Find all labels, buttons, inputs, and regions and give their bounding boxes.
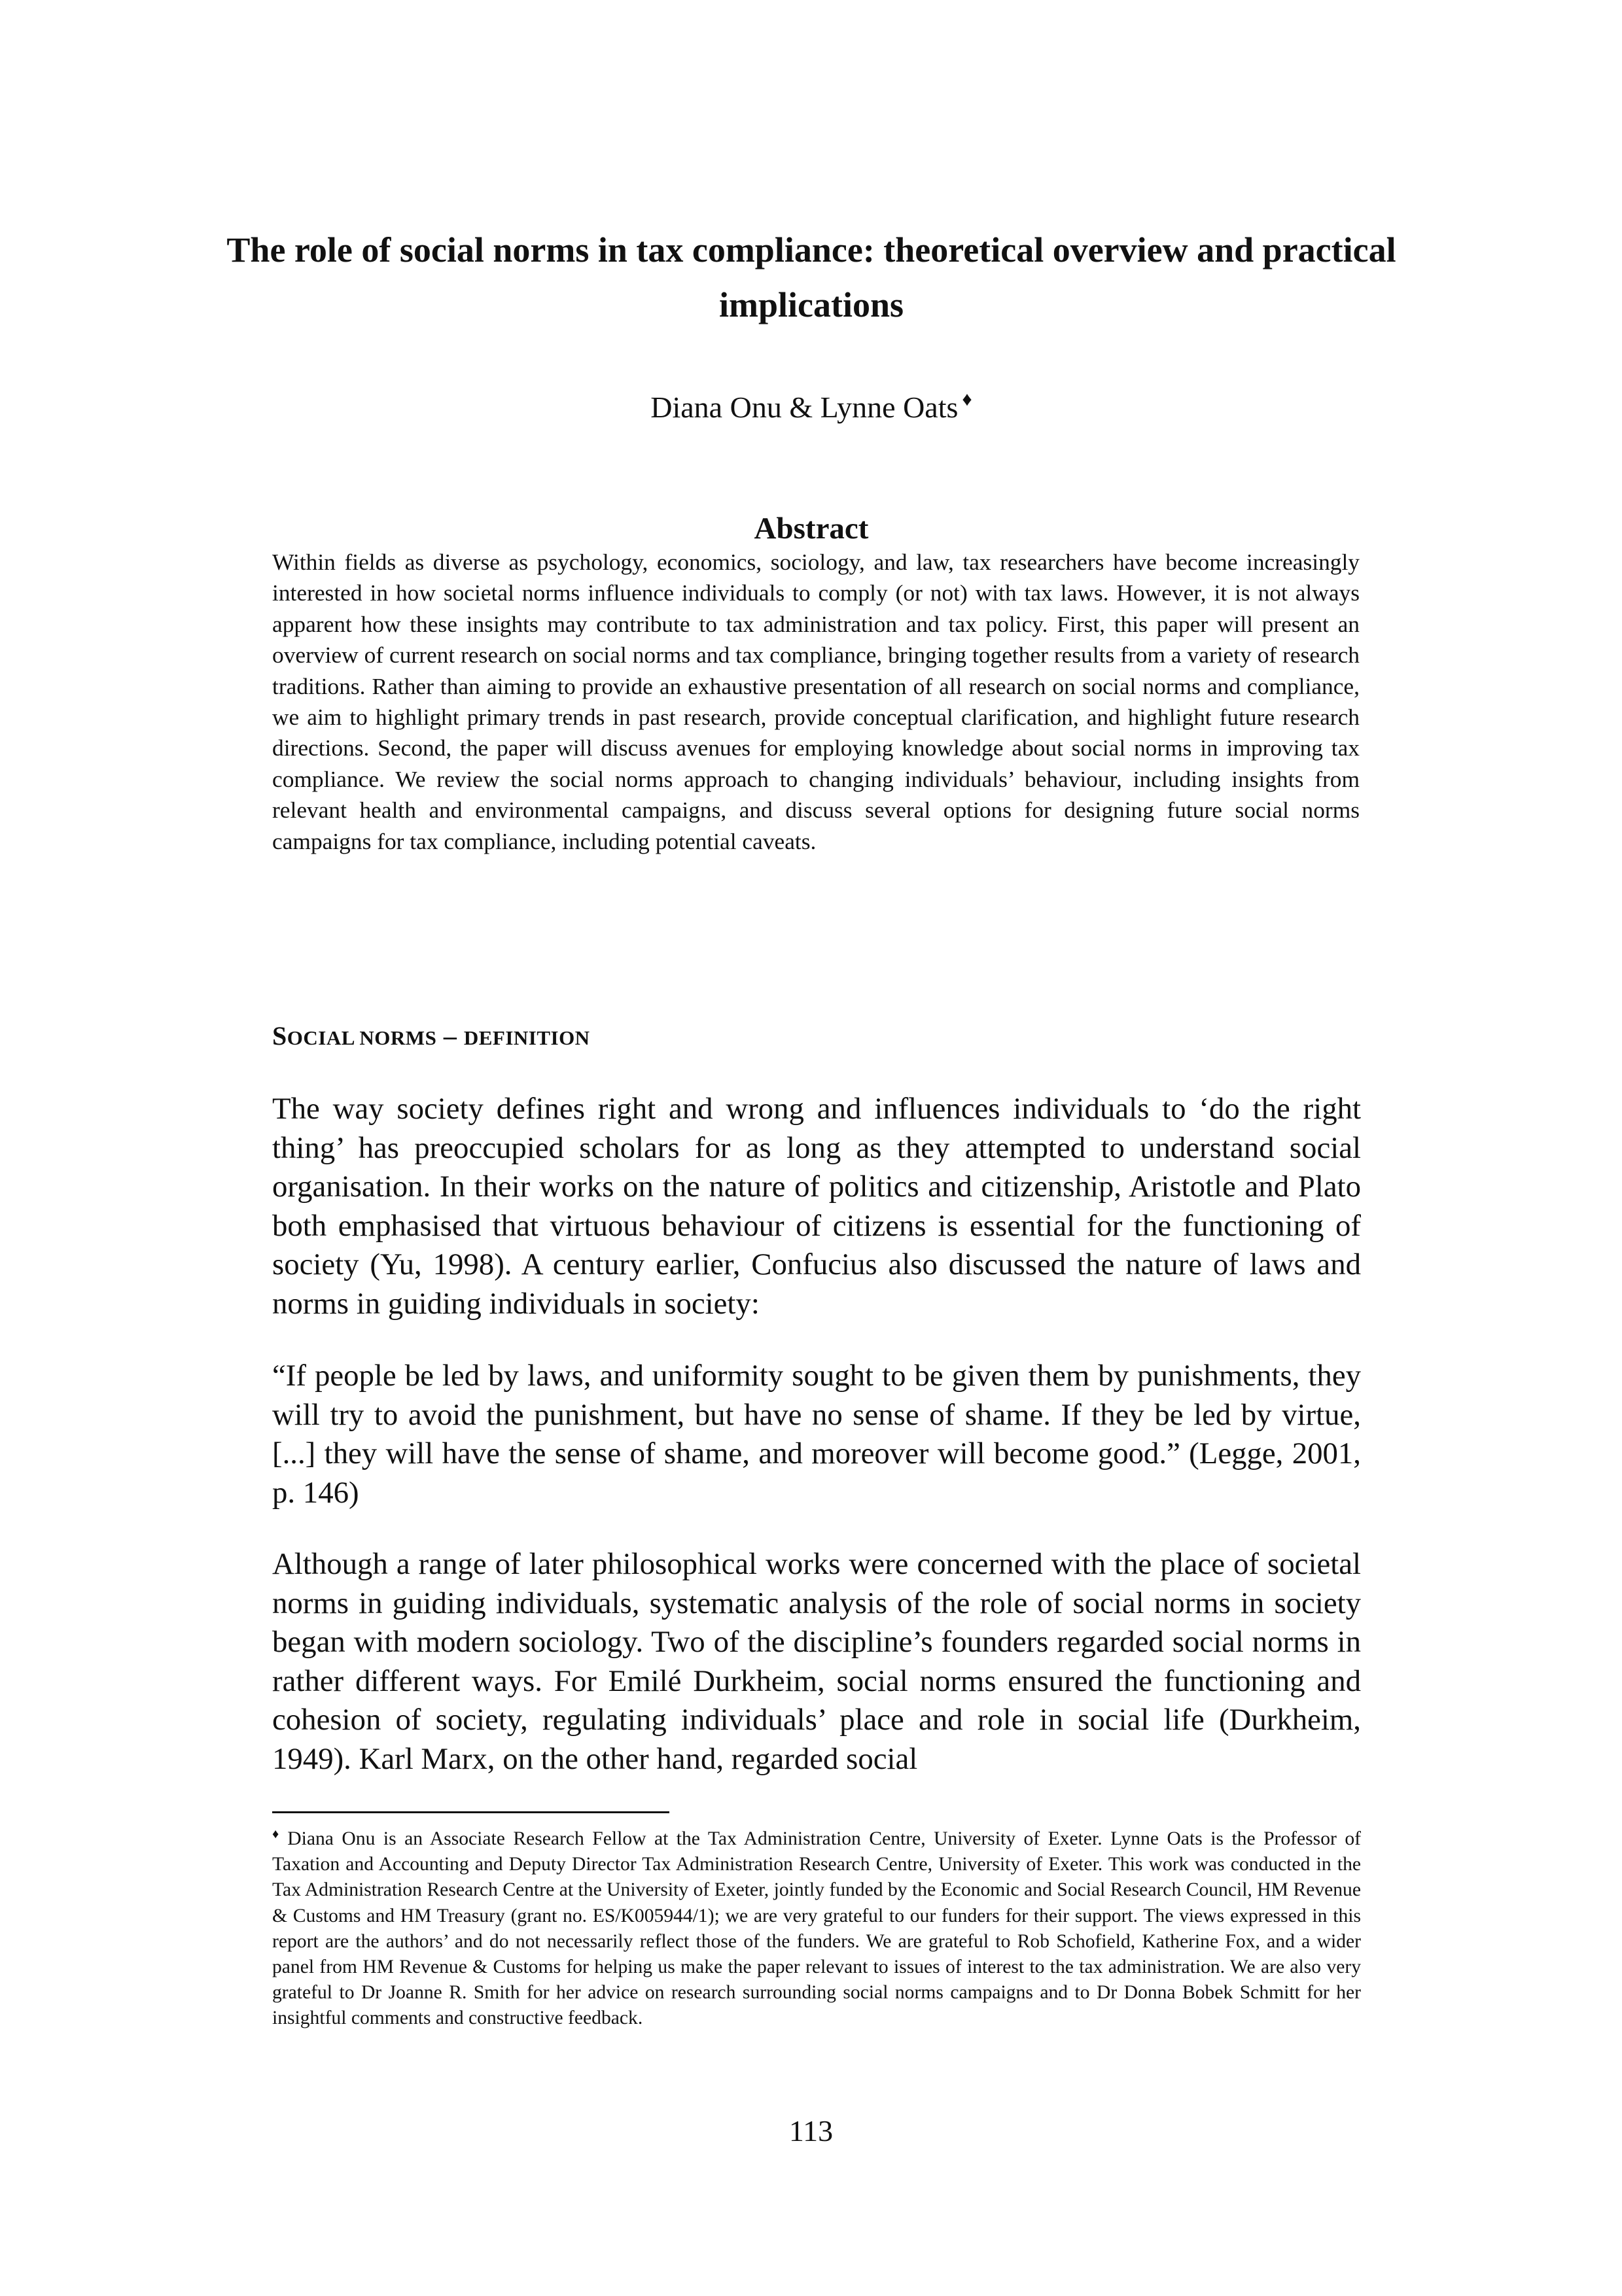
page-number: 113 bbox=[788, 2114, 834, 2148]
footnote-mark: ♦ bbox=[272, 1827, 283, 1841]
body-paragraph-2: Although a range of later philosophical works were concerned with the place of societal norms in guiding individuals, systematic analysis of the role of social norms in society began with modern sociology. Two of the discipline’s founders regarded social norms in rather different ways. For Emilé Durkheim, social norms ensured the functioning and cohesion of society, regulating individuals’ place and role in social life (Durkheim, 1949). Karl Marx, on the other hand, regarded social bbox=[272, 1547, 1361, 1776]
section-heading-part-1: OCIAL NORMS bbox=[287, 1026, 437, 1049]
confucius-quote: “If people be led by laws, and uniformity sought to be given them by punishments, they will try to avoid the punishment, but have no sense of shame. If they be led by virtue, [...] they will have the sense of shame, and moreover will become good.” (Legge, 2001, p. 146) bbox=[272, 1359, 1361, 1510]
author-names: Diana Onu & Lynne Oats bbox=[650, 391, 959, 424]
abstract-heading: Abstract bbox=[754, 512, 869, 546]
author-line bbox=[196, 377, 1426, 430]
section-heading bbox=[272, 1018, 590, 1056]
section-heading-initial: S bbox=[272, 1021, 287, 1051]
paper-title: The role of social norms in tax compliance: theoretical overview and practical implications bbox=[226, 230, 1396, 324]
section-heading-dash: – bbox=[436, 1021, 464, 1051]
body-paragraph-1: The way society defines right and wrong and influences individuals to ‘do the right thing’ has preoccupied scholars for as long as they attempted to understand social organisation. In their works on the nature of politics and citizenship, Aristotle and Plato both emphasised that virtuous behaviour of citizens is essential for the functioning of society (Yu, 1998). A century earlier, Confucius also discussed the nature of laws and norms in guiding individuals in society: bbox=[272, 1092, 1361, 1321]
footnote-text: Diana Onu is an Associate Research Fellow at the Tax Administration Centre, University of Exeter. Lynne Oats is the Professor of Taxation and Accounting and Deputy Director Tax Administration Research Centre, University of Exeter. This work was conducted in the Tax Administration Research Centre at the University of Exeter, jointly funded by the Economic and Social Research Council, HM Revenue & Customs and HM Treasury (grant no. ES/K005944/1); we are very grateful to our funders for their support. The views expressed in this report are the authors’ and do not necessarily reflect those of the funders. We are grateful to Rob Schofield, Katherine Fox, and a wider panel from HM Revenue & Customs for helping us make the paper relevant to issues of interest to the tax administration. We are also very grateful to Dr Joanne R. Smith for her advice on research surrounding social norms campaigns and to Dr Donna Bobek Schmitt for her insightful comments and constructive feedback. bbox=[272, 1828, 1361, 2029]
abstract-text: Within fields as diverse as psychology, economics, sociology, and law, tax researchers have become increasingly interested in how societal norms influence individuals to comply (or not) with tax laws. However, it is not always apparent how these insights may contribute to tax administration and tax policy. First, this paper will present an overview of current research on social norms and tax compliance, bringing together results from a variety of research traditions. Rather than aiming to provide an exhaustive presentation of all research on social norms and compliance, we aim to highlight primary trends in past research, provide conceptual clarification, and highlight future research directions. Second, the paper will discuss avenues for employing knowledge about social norms in improving tax compliance. We review the social norms approach to changing individuals’ behaviour, including insights from relevant health and environmental campaigns, and discuss several options for designing future social norms campaigns for tax compliance, including potential caveats. bbox=[272, 549, 1360, 854]
footnote bbox=[272, 1822, 1361, 2032]
section-heading-part-2: DEFINITION bbox=[463, 1026, 590, 1049]
footnote-separator bbox=[272, 1811, 669, 1813]
author-footnote-mark: ♦ bbox=[962, 389, 972, 410]
